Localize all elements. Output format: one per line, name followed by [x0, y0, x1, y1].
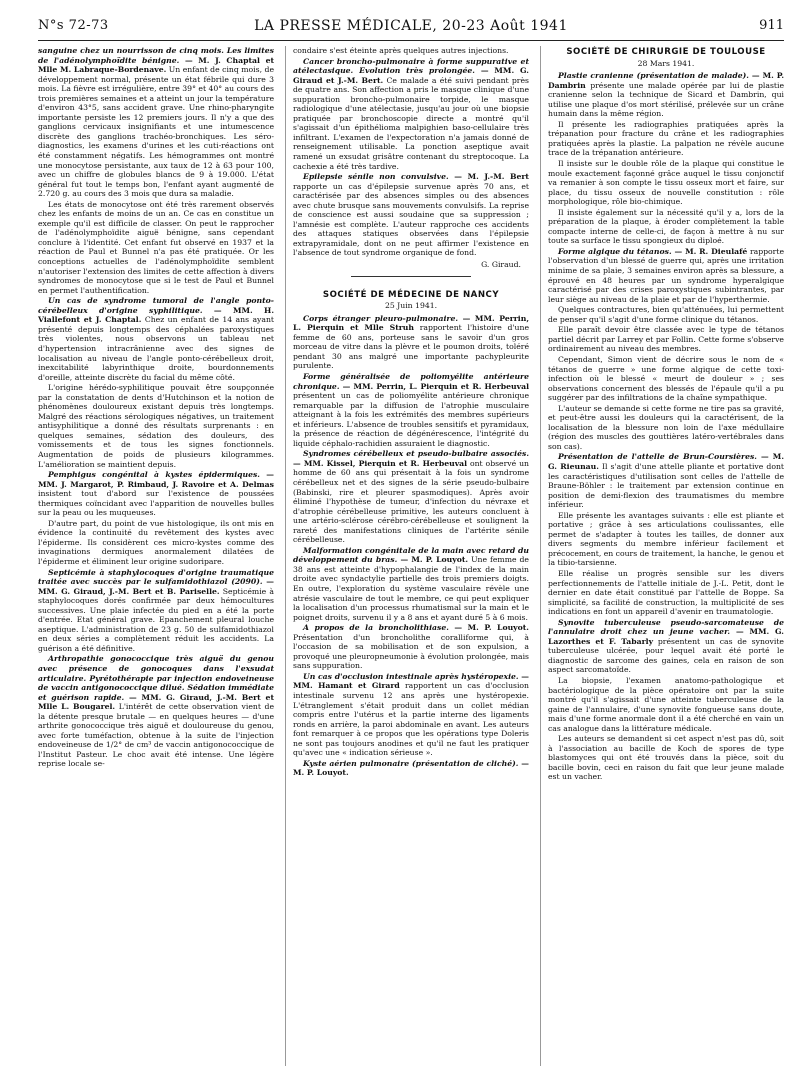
paragraph: La biopsie, l'examen anatomo-pathologique et bactériologique de la pièce opératoire ont par la suite montré qu'il s'agissait d'une atteinte tuberculeuse de la gaine de l'annulaire, d'une synovite fongueuse sans doute, mais d'une forme anormale dont il a été cherché en vain un cas analogue dans la littérature médicale. — [548, 676, 784, 733]
issue-number: N°s 72-73 — [38, 18, 109, 33]
article-authors: — M. R. Dieulafé — [671, 246, 748, 256]
article-body: Il s'agit d'une attelle pliante et portative dont les caractéristiques d'utilisation sont celles de l'attelle de Braune-Böhler : le traitement par extension continue en position de demi-flexion des traumatismes du membre inférieur. — [548, 461, 784, 510]
article-authors: — MM. G. Giraud, J.-M. Bert et B. Pariselle. — [38, 577, 274, 596]
article — [548, 618, 784, 675]
article-authors: — M. P. Louyot. — [293, 758, 529, 778]
article-title: Malformation congénitale de la main avec retard du développement du bras. — [293, 545, 529, 565]
article-body: Ce malade a été suivi pendant près de quatre ans. Son affection a pris le masque clinique d'une suppuration broncho-pulmonaire torpide, le masque radiologique d'une atélectasie, jusqu'au jour où une biopsie pratiquée par bronchoscopie directe a montré qu'il s'agissait d'un épithélioma malpighien baso-cellulaire très infiltrant. L'examen de l'expectoration n'a jamais donné de renseignement utilisable. La ponction aseptique avait ramené un exsudat grisâtre contenant du streptocoque. La cachexie a été très tardive. — [293, 75, 529, 171]
article — [293, 546, 529, 622]
paragraph: D'autre part, du point de vue histologique, ils ont mis en évidence la continuité du revêtement des kystes avec l'épiderme. Ils considèrent ces micro-kystes comme des invaginations dermiques anormalement dilatées de l'épiderme et éliminent leur origine sudoripare. — [38, 518, 274, 566]
article — [293, 623, 529, 671]
session-date: 25 Juin 1941. — [384, 301, 438, 311]
paragraph: Quelques contractures, bien qu'atténuées, lui permettent de penser qu'il s'agit d'une forme clinique du tétanos. — [548, 305, 784, 324]
article — [293, 172, 529, 258]
article-body: Un enfant de cinq mois, de développement normal, présente un état fébrile qui dure 3 mois. La fièvre est irrégulière, entre 39° et 40° au cours des trois premières semaines et a atteint un jour la température d'environ 43°5, sans accident grave. Une rhino-pharyngite importante persiste les 12 premiers jours. Il n'y a que des ganglions cervicaux insignifiants et une intumescence discrète des ganglions trachéo-bronchiques. Les séro-diagnostics, les examens d'urines et les cuti-réactions ont été constamment négatifs. Les hémogrammes ont montré une monocytose persistante, aux taux de 12 à 63 pour 100, avec un chiffre de globules blancs de 9 à 19.000. L'état général fut tout le temps bon, l'enfant ayant augmenté de 2.720 g. au cours des 3 mois que dura sa maladie. — [38, 65, 274, 199]
paragraph: Il insiste sur le double rôle de la plaque qui constitue le moule exactement façonné grâce auquel le tissu conjonctif va remanier à son compte le tissu osseux mort et faire, sur place, du tissu osseux de nouvelle constitution : rôle morphologique, rôle bio-chimique. — [548, 159, 784, 207]
article-body: présentent un cas de synovite tuberculeuse ulcérée, pour lequel avait été porté le diagnostic de sarcome des gaines, cela en raison de son aspect sarcomatoïde. — [548, 636, 784, 675]
article-body: ont observé un homme de 60 ans qui présentait à la fois un syndrome cérébelleux net et des signes de la série pseudo-bulbaire (Babinski, rire et pleurer spasmodiques). Après avoir éliminé l'hypothèse de tumeur, d'infection du névraxe et d'atrophie cérébelleuse primitive, les auteurs concluent à une artério-sclérose cérébro-cérébelleuse et soulignent la rareté des manifestations cliniques de l'artérite sénile cérébelleuse. — [293, 458, 529, 545]
signature: G. Giraud. — [481, 260, 521, 270]
article-authors: — MM. G. Giraud et J.-M. Bert. — [293, 66, 529, 85]
journal-title: LA PRESSE MÉDICALE, 20-23 Août 1941 — [254, 18, 568, 34]
article-title: Synovite tuberculeuse pseudo-sarcomateuse de l'annulaire droit chez un jeune vacher. — [548, 617, 784, 637]
article-title: Pemphigus congénital à kystes épidermiques. — [48, 470, 260, 480]
article-title: Un cas d'occlusion intestinale après hystéropexie. — [303, 671, 519, 681]
article-body: rapportent un cas d'occlusion intestinale survenu 12 ans après une hystéropexie. L'étranglement s'était produit dans un collet médian compris entre l'utérus et la partie interne des ligaments ronds en arrière, la paroi abdominale en avant. Les auteurs font remarquer à ce propos que les opérations type Doleris ne sont pas toujours anodines et qu'il ne faut les pratiquer qu'avec une « indication sérieuse ». — [293, 681, 529, 758]
page-header — [38, 18, 784, 38]
article-authors: — MM. Hamant et Girard — [293, 671, 529, 691]
article-title: Un cas de syndrome tumoral de l'angle ponto-cérébelleux d'origine syphilitique. — [38, 296, 274, 315]
article-title: Syndromes cérébelleux et pseudo-bulbaire associés. — [303, 449, 529, 459]
paragraph: Cependant, Simon vient de décrire sous le nom de « tétanos de guerre » une forme algique de cette toxi-infection où le blessé « meurt de douleur » ; ses observations concernent des blessés de l'épaule qu'il a pu suggérer par des infiltrations de la chaîne sympathique. — [548, 354, 784, 403]
article-authors: — M. P. Louyot. — [448, 623, 529, 633]
paragraph: L'auteur se demande si cette forme ne tire pas sa gravité, et peut-être aussi les douleurs qui la caractérisent, de la localisation de la blessure non loin de l'axe médullaire (région des muscles des gouttières latéro-vertébrales dans son cas). — [548, 403, 784, 451]
article-authors: — MM. Perrin, L. Pierquin et R. Herbeuval — [339, 381, 529, 391]
article-title: Septicémie à staphylocoques d'origine traumatique traitée avec succès par le sulfamidothiazol (2090). — [38, 567, 274, 587]
article-body: insistent tout d'abord sur l'existence de poussées thermiques coïncidant avec l'apparition de nouvelles bulles sur la peau ou les muqueuses. — [38, 489, 274, 518]
column-3 — [548, 46, 784, 1066]
article-title: Cancer broncho-pulmonaire à forme suppurative et atélectasique. Evolution très prolongée. — [293, 56, 529, 76]
article — [293, 759, 529, 778]
article-authors: — M. J. Chaptal et Mlle M. Labraque-Bordenave. — [38, 55, 274, 75]
section-heading: SOCIÉTÉ DE MÉDECINE DE NANCY — [322, 289, 500, 300]
article-authors: — MM. J. Margarot, P. Rimbaud, J. Ravoire et A. Delmas — [38, 470, 274, 489]
article-authors: — M. J.-M. Bert — [448, 172, 529, 182]
article — [548, 71, 784, 119]
article-title: Kyste aérien pulmonaire (présentation de cliché). — [303, 758, 519, 768]
article-authors: — M. P. Dambrin — [548, 71, 784, 90]
article — [38, 654, 274, 769]
article-body: rapporte un cas d'épilepsie survenue après 70 ans, et caractérisée par des absences simples ou des absences avec chute brusque sans mouvements convulsifs. La reprise de conscience est aussi soudaine que sa suppression ; l'amnésie est complète. L'auteur rapproche ces accidents des attaques statiques observées dans l'épilepsie extrapyramidale, dont on ne peut affirmer l'existence en l'absence de tout syndrome organique de fond. — [293, 181, 529, 258]
article-title: A propos de la broncholithiase. — [303, 623, 449, 633]
article-title: Forme généralisée de poliomyélite antérieure chronique. — [293, 371, 529, 391]
article-authors: — MM. Perrin, L. Pierquin et Mlle Struh — [293, 313, 529, 333]
page-number: 911 — [759, 18, 784, 33]
paragraph: Elle réalise un progrès sensible sur les divers perfectionnements de l'attelle initiale de J.-L. Petit, dont le dernier en date était constitué par l'attelle de Boppe. Sa simplicité, sa facilité de construction, la multiplicité de ses indications en font un appareil d'avenir en traumatologie. — [548, 568, 784, 617]
paragraph: Elle paraît devoir être classée avec le type de tétanos partiel décrit par Larrey et par Follin. Cette forme s'observe ordinairement au niveau des membres. — [548, 325, 784, 354]
column-1 — [38, 46, 274, 1066]
section-heading: SOCIÉTÉ DE CHIRURGIE DE TOULOUSE — [566, 47, 766, 57]
section-rule — [351, 276, 471, 277]
paragraph: condaire s'est éteinte après quelques autres injections. — [293, 46, 509, 55]
article-body: rapportent l'histoire d'une femme de 60 ans, porteuse sans le savoir d'un gros morceau de vitre dans la plèvre et le poumon droits, toléré pendant 30 ans malgré une importante pachypleurite purulente. — [293, 323, 529, 371]
paragraph: Il insiste également sur la nécessité qu'il y a, lors de la préparation de la plaque, à éroder complètement la table compacte interne de celle-ci, de façon à mettre à nu sur toute sa surface le tissu spongieux du diploé. — [548, 207, 784, 246]
article-body: L'intérêt de cette observation vient de la détente presque brutale — en quelques heures — d'une arthrite gonococcique très aiguë et douloureuse du genou, avec forte tuméfaction, obtenue à la suite de l'injection endoveineuse de 1/2° de cm³ de vaccin antigonococcique de l'Institut Pasteur. Le choc avait été intense. Une légère reprise locale se- — [38, 702, 274, 769]
article — [293, 449, 529, 544]
article-body: présentent un cas de poliomyélite antérieure chronique remarquable par la diffusion de l'atrophie musculaire atteignant à la fois les extrémités des membres supérieurs et inférieurs. L'absence de troubles sensitifs et pyramidaux, la présence de réaction de dégénérescence, l'intégrité du liquide céphalo-rachidien assuraient le diagnostic. — [293, 391, 529, 448]
article — [38, 46, 274, 199]
article-title: sanguine chez un nourrisson de cinq mois. Les limites de l'adénolymphoïdite bénigne. — [38, 46, 274, 65]
paragraph: Les auteurs se demandent si cet aspect n'est pas dû, soit à l'association au bacille de Koch de spores de type blastomyces qui ont été trouvés dans la pièce, soit du bacille bovin, ceci en raison du fait que leur jeune malade est un vacher. — [548, 734, 784, 782]
article-authors: — M. G. Rieunau. — [548, 452, 784, 471]
article — [38, 470, 274, 518]
paragraph: Elle présente les avantages suivants : elle est pliante et portative ; grâce à ses articulations coulissantes, elle permet de s'adapter à toutes les tailles, de donner aux divers segments du membre inférieur facilement et précocement, en cours de traitement, la hanche, le genou et la tibio-tarsienne. — [548, 510, 784, 568]
article-title: Corps étranger pleuro-pulmonaire. — [303, 313, 459, 323]
article-title: Plastie cranienne (présentation de malade). — [558, 71, 749, 81]
paragraph: L'origine hérédo-syphilitique pouvait être soupçonnée par la constatation de dents d'Hutchinson et la notion de phénomènes douloureux existant depuis très longtemps. Malgré des réactions sérologiques négatives, un traitement antisyphilitique a donné des résultats surprenants : en quelques semaines, sédation des douleurs, des vomissements et de tous les signes fonctionnels. Augmentation de poids de plusieurs kilogrammes. L'amélioration se maintient depuis. — [38, 383, 274, 469]
article-title: Présentation de l'attelle de Brun-Coursières. — [558, 452, 757, 462]
column-2 — [293, 46, 529, 1066]
article-authors: — MM. Kissel, Pierquin et R. Herbeuval — [293, 458, 468, 468]
article-title: Epilepsie sénile non convulsive. — [303, 172, 449, 182]
article-authors: — M. P. Louyot. — [397, 555, 469, 565]
article — [548, 247, 784, 304]
header-rule — [38, 40, 784, 41]
article-body: Chez un enfant de 14 ans ayant présenté depuis longtemps des céphalées paroxystiques très violentes, nous observons un tableau net d'hypertension intracrânienne avec des signes de localisation au niveau de l'angle ponto-cérébelleux droit, inexcitabilité labyrinthique droite, bourdonnements d'oreille, atteinte discrète du facial du même côté. — [38, 315, 274, 382]
article — [293, 672, 529, 758]
article-body: Septicémie à staphylocoques dorés confirmée par deux hémocultures successives. Une plaie infectée du pied en a été la porte d'entrée. Etat général grave. Epanchement pleural louche aseptique. L'administration de 23 g. 50 de sulfamidothiazol en deux séries a complètement réduit les accidents. La guérison a été définitive. — [38, 586, 274, 653]
article — [548, 452, 784, 509]
paragraph: Il présente les radiographies pratiquées après la trépanation pour fracture du crâne et les radiographies pratiquées après la plastie. La palpation ne révèle aucune trace de la trépanation antérieure. — [548, 119, 784, 158]
article — [293, 314, 529, 371]
article-title: Forme algique du tétanos. — [558, 246, 672, 256]
article-authors: — MM. H. Viallefont et J. Chaptal. — [38, 305, 274, 325]
article-title: Arthropathie gonococcique très aiguë du genou avec présence de gonocoques dans l'exsudat articulaire. Pyrétothérapie par injection endoveineuse de vaccin antigonococcique dilué. Sédation immédiate et guérison rapide. — [38, 654, 274, 702]
article — [293, 57, 529, 172]
article — [38, 296, 274, 382]
article — [293, 372, 529, 448]
article-body: Une femme de 38 ans est atteinte d'hypophalangie de l'index de la main droite avec syndactylie partielle des trois premiers doigts. En outre, l'exploration du système vasculaire révèle une atrésie vasculaire de tout le membre, ce qui peut expliquer la localisation d'un processus rhumatismal sur la main et le poignet droits, survenu il y a 8 ans et ayant duré 5 à 6 mois. — [293, 555, 529, 622]
article-body: Présentation d'un broncholithe coralliforme qui, à l'occasion de sa mobilisation et de son expulsion, a provoqué une pleuropneumonie à évolution prolongée, mais sans suppuration. — [293, 632, 529, 671]
column-divider — [540, 46, 541, 1066]
column-divider — [285, 46, 286, 1066]
article-body: présente une malade opérée par lui de plastie cranienne selon la technique de Sicard et Dambrin, qui utilise une plaque d'os mort stérilisé, prélevée sur un crâne humain dans la même région. — [548, 80, 784, 119]
article — [38, 568, 274, 654]
paragraph: Les états de monocytose ont été très rarement observés chez les enfants de moins de un an. Ce cas en constitue un exemple qu'il est difficile de classer. On peut le rapprocher de l'adénolymphoïdite aiguë bénigne, sans cependant conclure à l'identité. Cet enfant fut observé en 1937 et la réaction de Paul et Bunnel n'a pas été pratiquée. Or les conceptions actuelles de l'adénolymphoïdite semblent n'autoriser l'extension des limites de cette affection à divers syndromes de monocytose que si le test de Paul et Bunnel en permet l'authentification. — [38, 199, 274, 295]
session-date: 28 Mars 1941. — [637, 58, 695, 68]
article-body: rapporte l'observation d'un blessé de guerre qui, après une irritation minime de sa plaie, 3 semaines environ après sa blessure, a éprouvé en 48 heures par un syndrome hyperalgique caractérisé par des crises paroxystiques subintrantes, par leur siège au niveau de la plaie et par de l'hyperthermie. — [548, 246, 784, 304]
article-authors: — MM. G. Giraud, J.-M. Bert et Mlle L. Bougarel. — [38, 692, 274, 712]
article-authors: — MM. G. Lazorthes et F. Tabarly — [548, 627, 784, 646]
